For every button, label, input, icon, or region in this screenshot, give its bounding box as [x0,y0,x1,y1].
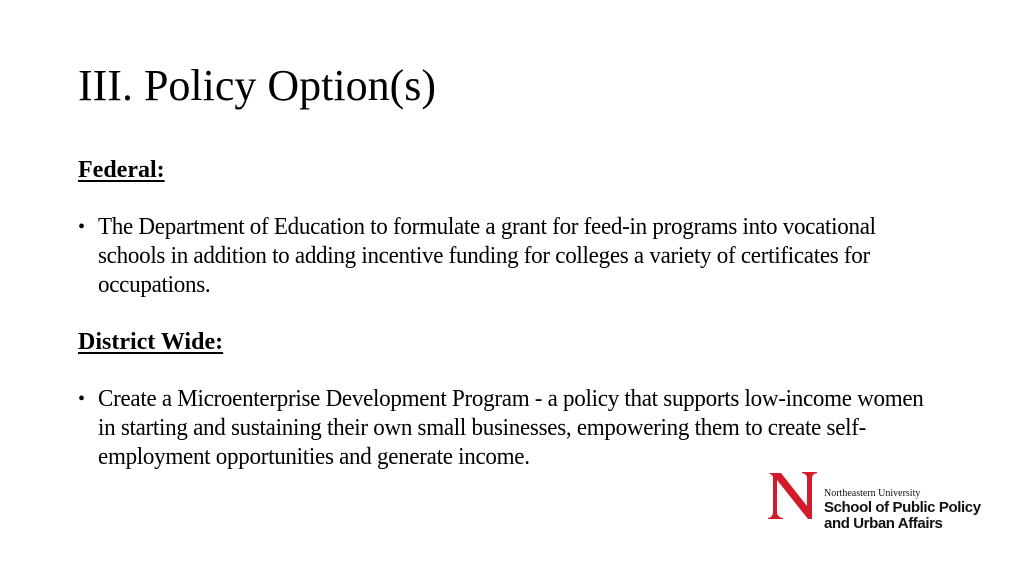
bullet-icon: • [78,388,86,410]
northeastern-logo [767,472,1007,532]
district-bullet-text: Create a Microenterprise Development Program - a policy that supports low-income women in starting and sustaining their own small businesses, empowering them to create self-employment opportunities and generate income. [98,386,924,470]
district-bullet-item [78,385,978,472]
federal-bullet-item [78,213,978,300]
section-heading-district-wide: District Wide: [78,329,224,355]
federal-bullet-text: The Department of Education to formulate a grant for feed-in programs into vocational schools in addition to adding incentive funding for colleges a variety of certificates for occupations. [98,214,876,298]
logo-school-line-2: and Urban Affairs [824,515,943,532]
section-heading-federal: Federal: [78,157,165,183]
bullet-icon: • [78,216,86,238]
slide-title: III. Policy Option(s) [78,61,437,110]
logo-text [824,488,981,532]
northeastern-n-mark-icon [767,472,819,520]
logo-university-name: Northeastern University [824,488,921,499]
logo-school-line-1: School of Public Policy [824,499,981,516]
